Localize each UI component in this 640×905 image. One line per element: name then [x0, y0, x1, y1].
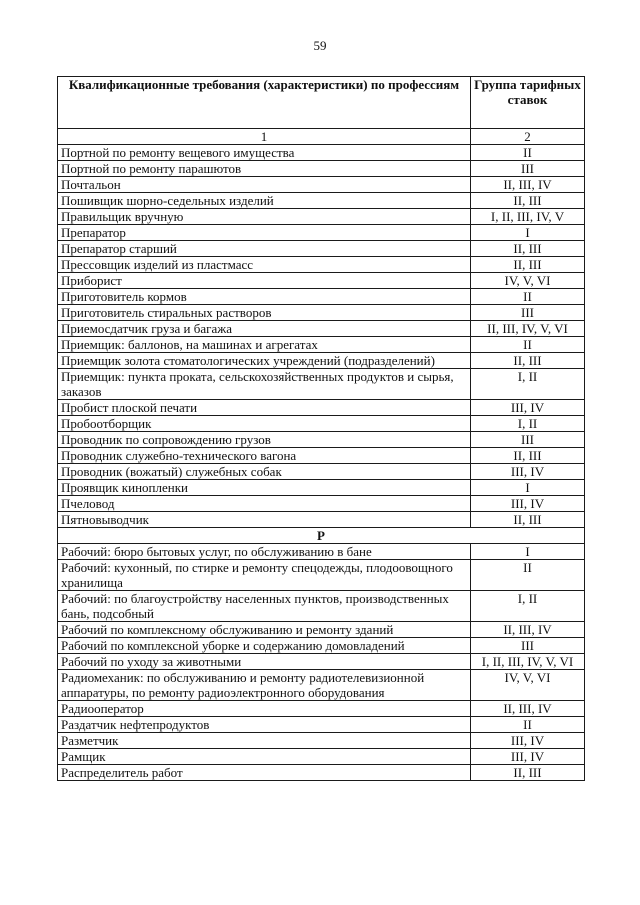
header-qualification-requirements: Квалификационные требования (характеристики) по профессиям: [58, 77, 471, 129]
tariff-group-cell: II, III: [471, 512, 585, 528]
table-row: [58, 480, 585, 496]
tariff-group-cell: IV, V, VI: [471, 273, 585, 289]
profession-cell: Пошивщик шорно-седельных изделий: [58, 193, 471, 209]
tariff-group-cell: II, III, IV: [471, 701, 585, 717]
tariff-group-cell: II, III, IV, V, VI: [471, 321, 585, 337]
table-row: [58, 193, 585, 209]
header-tariff-group: Группа тарифных ставок: [471, 77, 585, 129]
profession-cell: Рамщик: [58, 749, 471, 765]
tariff-group-cell: II, III, IV: [471, 177, 585, 193]
table-row: [58, 337, 585, 353]
tariff-group-cell: III, IV: [471, 464, 585, 480]
tariff-group-cell: II, III: [471, 241, 585, 257]
profession-cell: Пробоотборщик: [58, 416, 471, 432]
tariff-group-cell: IV, V, VI: [471, 670, 585, 701]
table-row: [58, 145, 585, 161]
profession-cell: Приемщик: пункта проката, сельскохозяйственных продуктов и сырья, заказов: [58, 369, 471, 400]
profession-cell: Рабочий по комплексному обслуживанию и ремонту зданий: [58, 622, 471, 638]
profession-cell: Препаратор: [58, 225, 471, 241]
profession-cell: Портной по ремонту вещевого имущества: [58, 145, 471, 161]
profession-cell: Разметчик: [58, 733, 471, 749]
table-row: [58, 464, 585, 480]
table-row: [58, 305, 585, 321]
table-row: [58, 654, 585, 670]
tariff-group-cell: I: [471, 544, 585, 560]
profession-cell: Приемщик золота стоматологических учреждений (подразделений): [58, 353, 471, 369]
profession-cell: Препаратор старший: [58, 241, 471, 257]
profession-cell: Рабочий: бюро бытовых услуг, по обслуживанию в бане: [58, 544, 471, 560]
tariff-group-cell: II, III: [471, 765, 585, 781]
profession-cell: Раздатчик нефтепродуктов: [58, 717, 471, 733]
profession-cell: Проводник по сопровождению грузов: [58, 432, 471, 448]
tariff-group-cell: I, II, III, IV, V, VI: [471, 654, 585, 670]
table-row: [58, 544, 585, 560]
table-row: [58, 591, 585, 622]
table-row: [58, 273, 585, 289]
tariff-group-cell: II: [471, 560, 585, 591]
tariff-group-cell: I, II: [471, 369, 585, 400]
table-row: [58, 416, 585, 432]
table-row: [58, 257, 585, 273]
profession-cell: Рабочий по комплексной уборке и содержанию домовладений: [58, 638, 471, 654]
tariff-group-cell: II: [471, 289, 585, 305]
tariff-group-cell: I: [471, 225, 585, 241]
tariff-group-cell: III, IV: [471, 733, 585, 749]
table-row: [58, 670, 585, 701]
table-row: [58, 765, 585, 781]
profession-cell: Рабочий: по благоустройству населенных пунктов, производственных бань, подсобный: [58, 591, 471, 622]
table-row: [58, 289, 585, 305]
table-row: [58, 225, 585, 241]
table-row: [58, 161, 585, 177]
profession-cell: Почтальон: [58, 177, 471, 193]
table-row: [58, 321, 585, 337]
tariff-group-cell: II, III: [471, 257, 585, 273]
tariff-group-cell: I, II, III, IV, V: [471, 209, 585, 225]
profession-cell: Радиомеханик: по обслуживанию и ремонту радиотелевизионной аппаратуры, по ремонту радиоэлектронного оборудования: [58, 670, 471, 701]
column-numbers-row: [58, 129, 585, 145]
profession-cell: Пчеловод: [58, 496, 471, 512]
table-row: [58, 353, 585, 369]
tariff-group-cell: III: [471, 638, 585, 654]
table-row: [58, 638, 585, 654]
tariff-group-cell: III: [471, 432, 585, 448]
tariff-group-cell: II: [471, 145, 585, 161]
profession-cell: Правильщик вручную: [58, 209, 471, 225]
profession-cell: Приемщик: баллонов, на машинах и агрегатах: [58, 337, 471, 353]
profession-cell: Рабочий: кухонный, по стирке и ремонту спецодежды, плодоовощного хранилища: [58, 560, 471, 591]
tariff-group-cell: II: [471, 717, 585, 733]
tariff-group-cell: I, II: [471, 591, 585, 622]
table-row: [58, 432, 585, 448]
table-row: [58, 560, 585, 591]
profession-cell: Пятновыводчик: [58, 512, 471, 528]
profession-cell: Пробист плоской печати: [58, 400, 471, 416]
table-row: [58, 717, 585, 733]
table-row: [58, 241, 585, 257]
table-row: [58, 400, 585, 416]
tariff-group-cell: II: [471, 337, 585, 353]
tariff-group-cell: II, III: [471, 353, 585, 369]
tariff-group-cell: I: [471, 480, 585, 496]
tariff-group-cell: III, IV: [471, 400, 585, 416]
profession-cell: Проводник служебно-технического вагона: [58, 448, 471, 464]
table-row: [58, 749, 585, 765]
tariff-group-cell: III, IV: [471, 749, 585, 765]
tariff-group-cell: III: [471, 305, 585, 321]
table-row: [58, 496, 585, 512]
tariff-group-cell: III: [471, 161, 585, 177]
tariff-group-cell: I, II: [471, 416, 585, 432]
table-row: [58, 448, 585, 464]
profession-cell: Проводник (вожатый) служебных собак: [58, 464, 471, 480]
table-row: [58, 733, 585, 749]
profession-cell: Приготовитель кормов: [58, 289, 471, 305]
profession-cell: Проявщик кинопленки: [58, 480, 471, 496]
table-row: [58, 177, 585, 193]
profession-cell: Портной по ремонту парашютов: [58, 161, 471, 177]
profession-cell: Приемосдатчик груза и багажа: [58, 321, 471, 337]
tariff-group-cell: II, III, IV: [471, 622, 585, 638]
profession-cell: Приборист: [58, 273, 471, 289]
table-row: [58, 512, 585, 528]
profession-cell: Приготовитель стиральных растворов: [58, 305, 471, 321]
column-number-2: 2: [471, 129, 585, 145]
profession-cell: Рабочий по уходу за животными: [58, 654, 471, 670]
page-number: 59: [313, 38, 327, 53]
table-row: [58, 701, 585, 717]
section-letter: Р: [58, 528, 585, 544]
section-letter-row: [58, 528, 585, 544]
profession-cell: Радиооператор: [58, 701, 471, 717]
table-row: [58, 369, 585, 400]
table-row: [58, 209, 585, 225]
column-number-1: 1: [58, 129, 471, 145]
table-header-row: [58, 77, 585, 129]
professions-table: [57, 76, 585, 781]
tariff-group-cell: II, III: [471, 448, 585, 464]
table-row: [58, 622, 585, 638]
profession-cell: Распределитель работ: [58, 765, 471, 781]
tariff-group-cell: III, IV: [471, 496, 585, 512]
tariff-group-cell: II, III: [471, 193, 585, 209]
profession-cell: Прессовщик изделий из пластмасс: [58, 257, 471, 273]
